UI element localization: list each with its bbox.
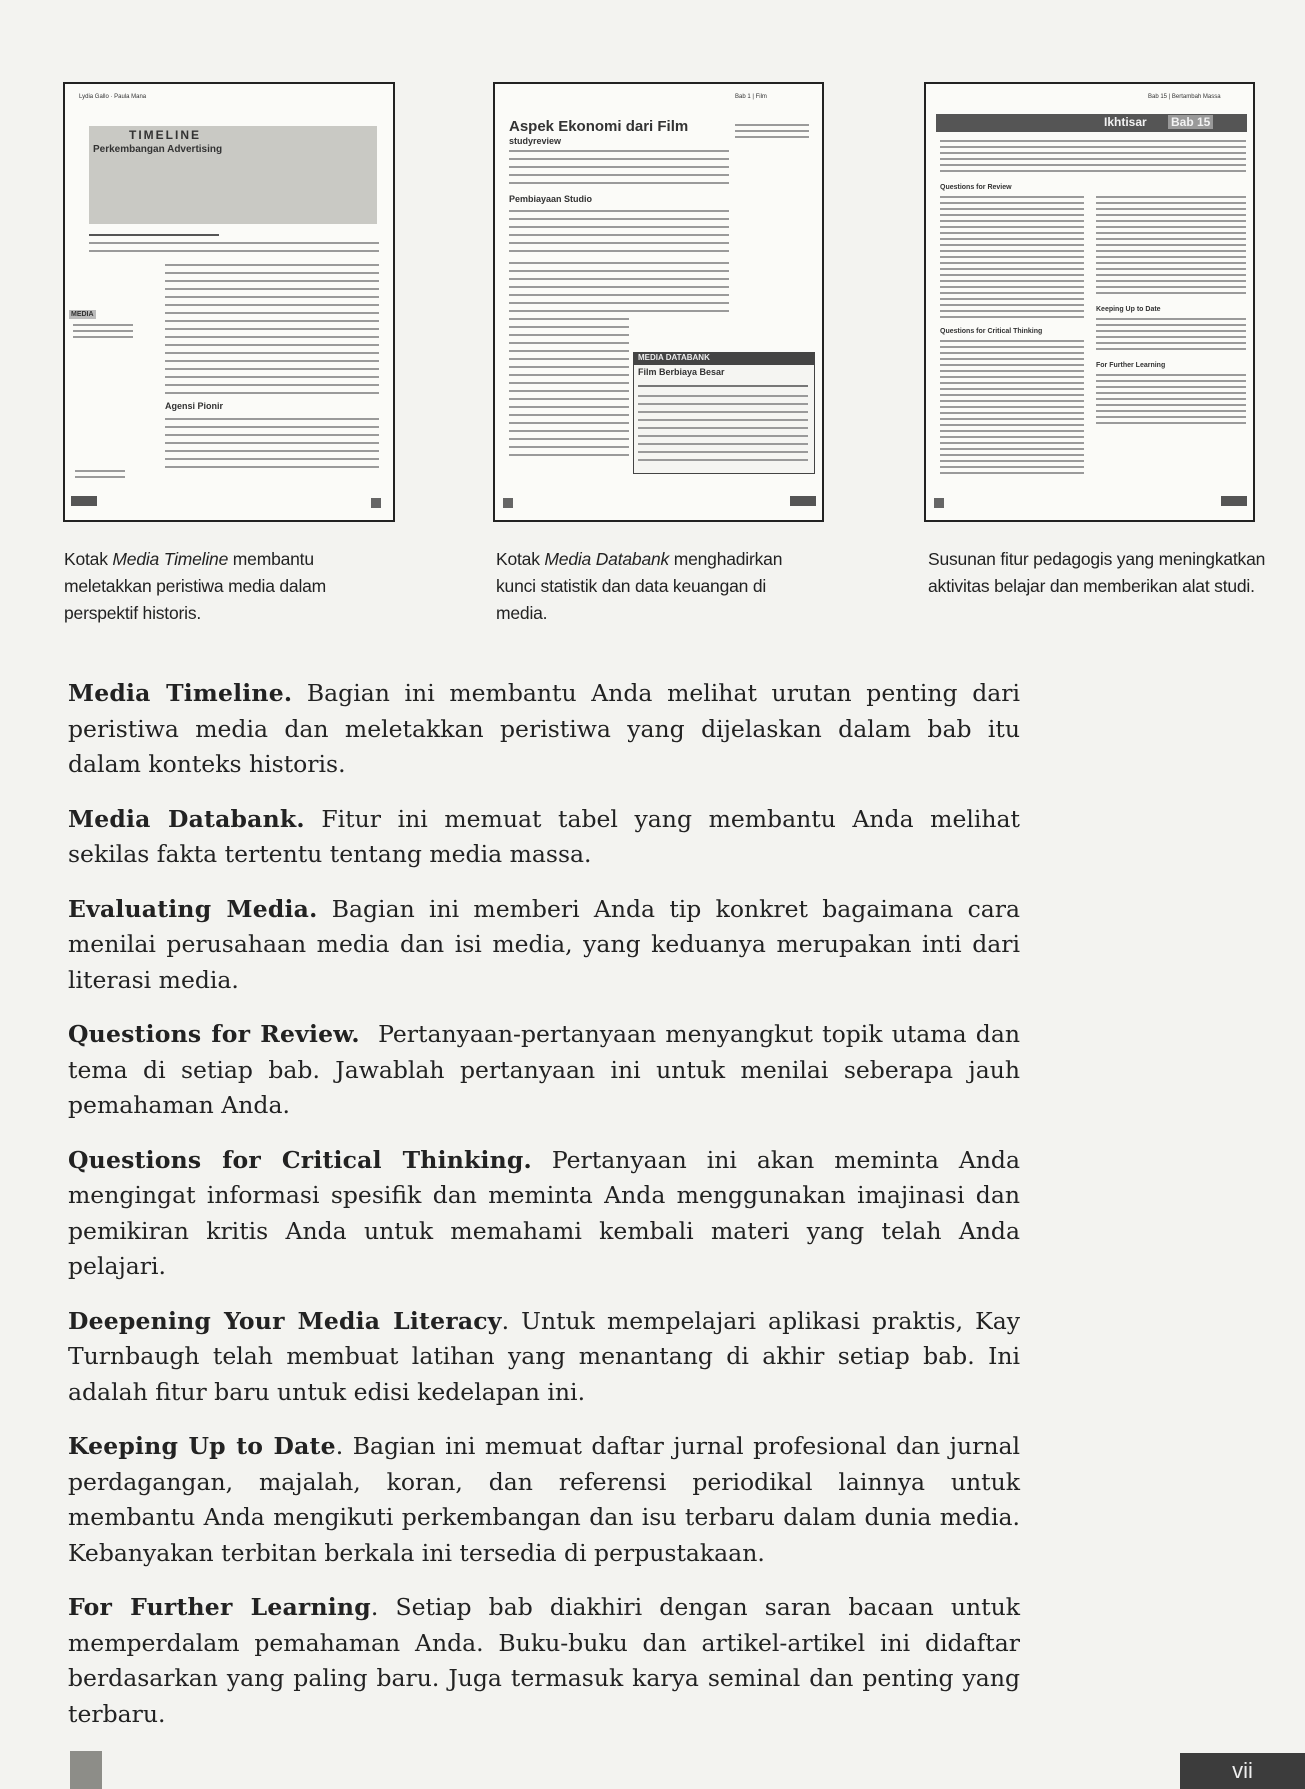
col2-head-2: For Further Learning: [1096, 362, 1166, 369]
desc: . Bagian ini memuat daftar jurnal profesional dan jurnal perdagangan, majalah, koran, dan referensi periodikal lainnya untuk membantu Anda mengikuti perkembangan dan isu terbaru dalam dunia media. Kebanyakan terbitan berkala ini tersedia di perpustakaan.: [68, 1432, 1020, 1567]
thumb-title: Aspek Ekonomi dari Film: [509, 118, 689, 135]
col1-head-2: Questions for Critical Thinking: [940, 328, 1043, 335]
page-number: vii: [1180, 1753, 1305, 1789]
term: Media Databank.: [68, 804, 305, 833]
para-questions-review: [68, 1017, 1028, 1124]
timeline-subtitle: Perkembangan Advertising: [93, 144, 223, 155]
caption-pre: Kotak: [64, 549, 113, 569]
para-keeping-up: [68, 1429, 1020, 1571]
section-heading: Agensi Pionir: [165, 401, 224, 411]
desc: . Untuk mempelajari aplikasi praktis, Kay Turnbaugh telah membuat latihan yang menantang di akhir setiap bab. Ini adalah fitur baru untuk edisi kedelapan ini.: [68, 1306, 1020, 1406]
caption-media-timeline: [64, 546, 394, 627]
desc: Pertanyaan ini akan meminta Anda mengingat informasi spesifik dan meminta Anda menggunakan imajinasi dan pemikiran kritis Anda untuk memahami kembali materi yang telah Anda pelajari.: [68, 1145, 1020, 1280]
desc: Bagian ini memberi Anda tip konkret bagaimana cara menilai perusahaan media dan isi media, yang keduanya merupakan inti dari literasi media.: [68, 894, 1020, 994]
caption-post: membantu meletakkan peristiwa media dalam perspektif historis.: [64, 549, 327, 623]
para-media-timeline: [68, 676, 1020, 783]
desc: Fitur ini memuat tabel yang membantu Anda melihat sekilas fakta tertentu tentang media massa.: [68, 804, 1020, 868]
thumbnail-media-timeline: [63, 82, 395, 522]
para-media-literacy: [68, 1304, 1020, 1411]
thumbnail-media-databank: [493, 82, 824, 522]
col2-head-1: Keeping Up to Date: [1096, 306, 1161, 313]
para-critical-thinking: [68, 1143, 1020, 1285]
term: Media Timeline.: [68, 679, 293, 707]
databank-label: MEDIA DATABANK: [634, 353, 814, 365]
term: Questions for Critical Thinking.: [68, 1145, 532, 1174]
term: Keeping Up to Date: [68, 1432, 336, 1460]
timeline-title: TIMELINE: [129, 128, 201, 142]
databank-title: Film Berbiaya Besar: [638, 367, 725, 377]
ikhtisar-title: Ikhtisar: [1104, 115, 1147, 129]
caption-media-databank: [496, 546, 821, 627]
caption-pre: Kotak: [496, 549, 545, 569]
footer-ornament: [70, 1751, 102, 1789]
desc: . Setiap bab diakhiri dengan saran bacaan untuk memperdalam pemahaman Anda. Buku-buku dan artikel-artikel ini didaftar berdasarkan yang paling baru. Juga termasuk karya seminal dan penting yang terbaru.: [68, 1593, 1020, 1728]
ikhtisar-bar: [936, 114, 1247, 132]
caption-em: Media Timeline: [112, 549, 229, 569]
desc: Pertanyaan-pertanyaan menyangkut topik utama dan tema di setiap bab. Jawablah pertanyaan ini untuk menilai seberapa jauh pemahaman Anda.: [68, 1020, 1028, 1119]
desc: Bagian ini membantu Anda melihat urutan penting dari peristiwa media dan meletakkan peristiwa yang dijelaskan dalam bab itu dalam konteks historis.: [68, 679, 1020, 778]
caption-em: Media Databank: [544, 549, 670, 569]
caption-post: Susunan fitur pedagogis yang meningkatkan aktivitas belajar dan memberikan alat studi.: [928, 549, 1266, 596]
thumbnail-ikhtisar: [924, 82, 1255, 522]
databank-box: [633, 352, 815, 474]
caption-post: menghadirkan kunci statistik dan data keuangan di media.: [496, 549, 783, 623]
para-evaluating-media: [68, 892, 1020, 999]
term: Questions for Review.: [68, 1020, 360, 1048]
term: Evaluating Media.: [68, 894, 318, 923]
media-sidebar-label: MEDIA: [71, 311, 94, 318]
ikhtisar-badge: Bab 15: [1168, 115, 1213, 129]
term: Deepening Your Media Literacy: [68, 1306, 502, 1335]
thumb-header: Bab 15 | Bertambah Massa: [1148, 94, 1221, 100]
caption-pedagogis: [928, 546, 1268, 600]
section-heading: Pembiayaan Studio: [509, 194, 593, 204]
term: For Further Learning: [68, 1593, 371, 1621]
para-media-databank: [68, 802, 1020, 873]
thumb-title2: studyreview: [509, 136, 562, 146]
thumb-header: Bab 1 | Film: [735, 94, 767, 100]
para-further-learning: [68, 1590, 1020, 1732]
col1-head-1: Questions for Review: [940, 184, 1012, 191]
thumb-header: Lydia Gallo · Paula Mana: [79, 94, 147, 100]
feature-descriptions: [68, 676, 1028, 1751]
